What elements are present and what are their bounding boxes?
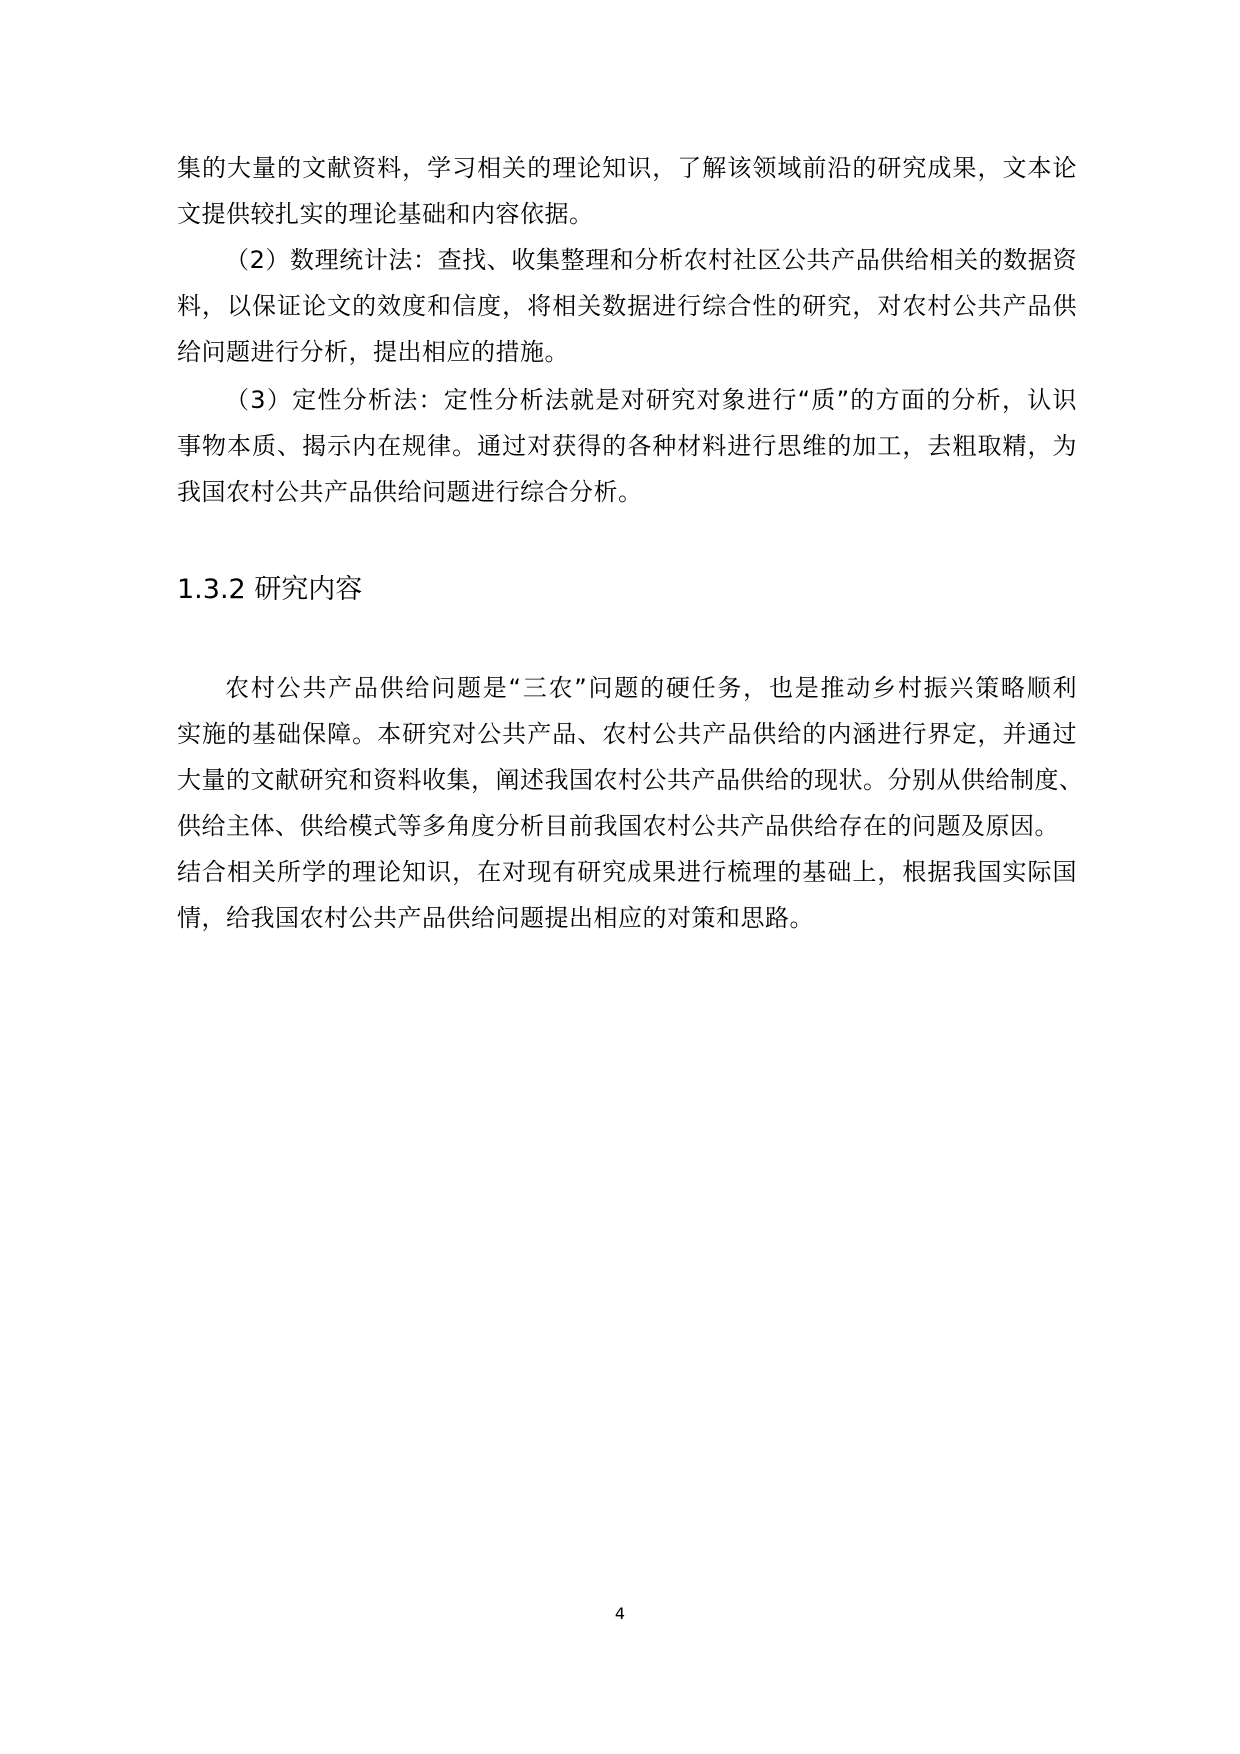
text-line: 情，给我国农村公共产品供给问题提出相应的对策和思路。 bbox=[177, 904, 814, 932]
text-line: 集的大量的文献资料，学习相关的理论知识，了解该领域前沿的研究成果，文本论 bbox=[177, 154, 1077, 182]
text-line: 事物本质、揭示内在规律。通过对获得的各种材料进行思维的加工，去粗取精，为 bbox=[177, 432, 1077, 460]
section-heading: 1.3.2 研究内容 bbox=[177, 574, 363, 605]
page-number: 4 bbox=[614, 1604, 626, 1623]
text-line: （3）定性分析法：定性分析法就是对研究对象进行“质”的方面的分析，认识 bbox=[225, 386, 1077, 414]
text-line: 我国农村公共产品供给问题进行综合分析。 bbox=[177, 478, 643, 506]
text-line: 大量的文献研究和资料收集，阐述我国农村公共产品供给的现状。分别从供给制度、 bbox=[177, 766, 1084, 794]
text-line: 结合相关所学的理论知识，在对现有研究成果进行梳理的基础上，根据我国实际国 bbox=[177, 858, 1077, 886]
text-line: 供给主体、供给模式等多角度分析目前我国农村公共产品供给存在的问题及原因。 bbox=[177, 812, 1059, 840]
text-line: 料，以保证论文的效度和信度，将相关数据进行综合性的研究，对农村公共产品供 bbox=[177, 292, 1077, 320]
text-line: 给问题进行分析，提出相应的措施。 bbox=[177, 338, 569, 366]
text-line: （2）数理统计法：查找、收集整理和分析农村社区公共产品供给相关的数据资 bbox=[225, 246, 1077, 274]
text-line: 实施的基础保障。本研究对公共产品、农村公共产品供给的内涵进行界定，并通过 bbox=[177, 720, 1077, 748]
text-line: 农村公共产品供给问题是“三农”问题的硬任务，也是推动乡村振兴策略顺利 bbox=[225, 674, 1077, 702]
text-line: 文提供较扎实的理论基础和内容依据。 bbox=[177, 200, 594, 228]
